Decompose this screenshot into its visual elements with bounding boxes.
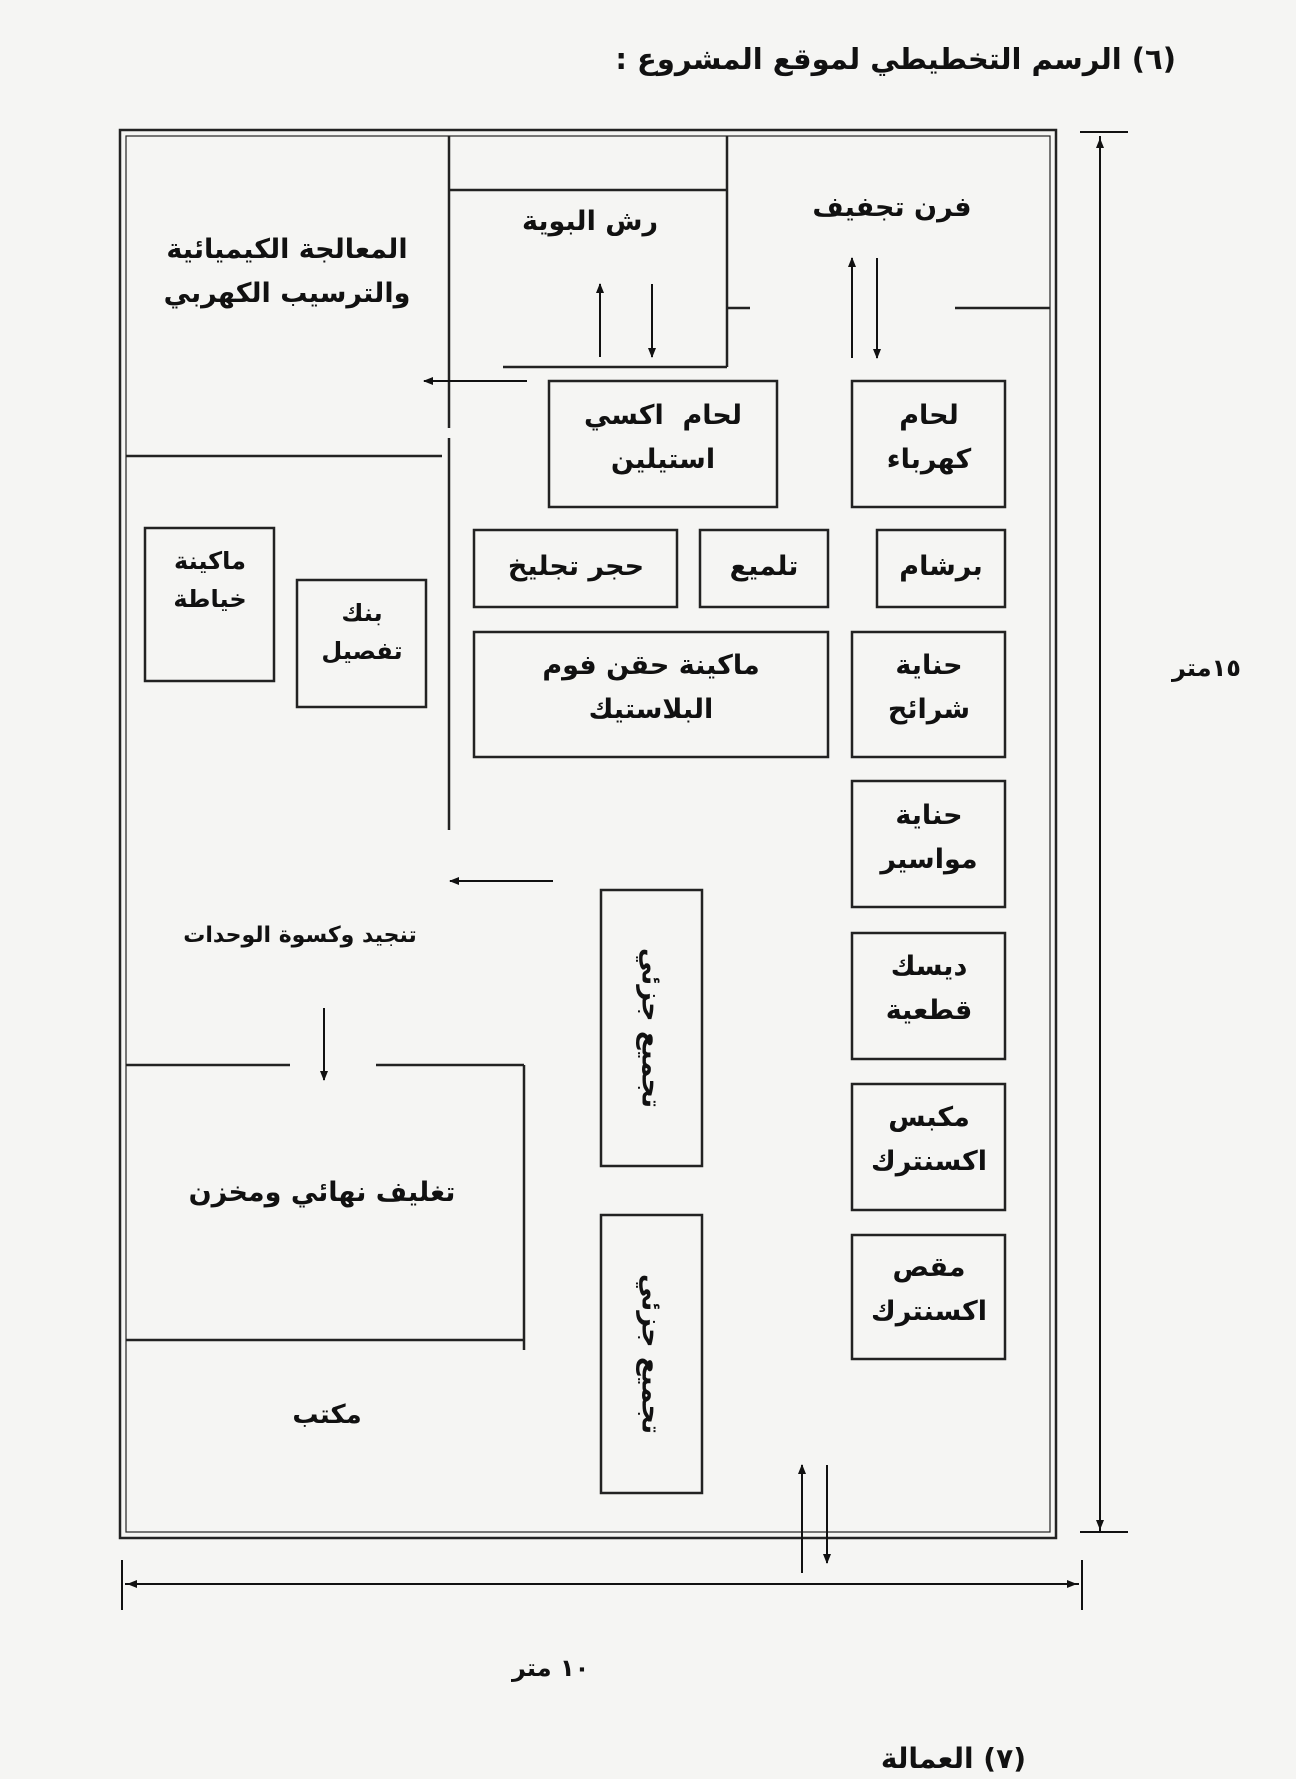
page-title: (٦) الرسم التخطيطي لموقع المشروع : bbox=[615, 42, 1176, 76]
label-electric-welding: لحام كهرباء bbox=[886, 400, 972, 475]
label-chemical: المعالجة الكيميائية والترسيب الكهربي bbox=[163, 234, 411, 309]
label-upholstery: تنجيد وكسوة الوحدات bbox=[183, 923, 417, 948]
label-sheet-bender: حناية شرائح bbox=[887, 650, 971, 725]
label-eccentric-shear: مقص اكسنترك bbox=[870, 1252, 988, 1327]
label-pipe-bender: حناية مواسير bbox=[880, 800, 978, 875]
label-packaging: تغليف نهائي ومخزن bbox=[188, 1177, 456, 1208]
next-section-heading: (٧) العمالة bbox=[880, 1742, 1026, 1775]
label-partial-assembly-1: تجميع جزئي bbox=[635, 947, 667, 1109]
label-cutting-bench: بنك تفصيل bbox=[321, 599, 403, 665]
label-drying-oven: فرن تجفيف bbox=[812, 192, 972, 223]
label-oxy-welding: لحام اكسي استيلين bbox=[583, 400, 743, 475]
label-polishing: تلميع bbox=[729, 551, 799, 582]
label-riveting: برشام bbox=[899, 551, 983, 582]
label-foam-machine: ماكينة حقن فوم البلاستيك bbox=[542, 650, 760, 725]
label-disc-cutter: ديسك قطعية bbox=[885, 951, 973, 1026]
dimension-height-label: ١٥متر bbox=[1172, 654, 1241, 682]
label-eccentric-press: مكبس اكسنترك bbox=[870, 1102, 988, 1177]
label-sewing-machine: ماكينة خياطة bbox=[173, 547, 247, 613]
label-glazing-stone: حجر تجليخ bbox=[507, 551, 645, 582]
label-partial-assembly-2: تجميع جزئي bbox=[635, 1273, 667, 1435]
label-office: مكتب bbox=[292, 1400, 362, 1430]
dimension-width-label: ١٠ متر bbox=[512, 1654, 590, 1682]
label-paint-spray: رش البوية bbox=[521, 206, 659, 237]
